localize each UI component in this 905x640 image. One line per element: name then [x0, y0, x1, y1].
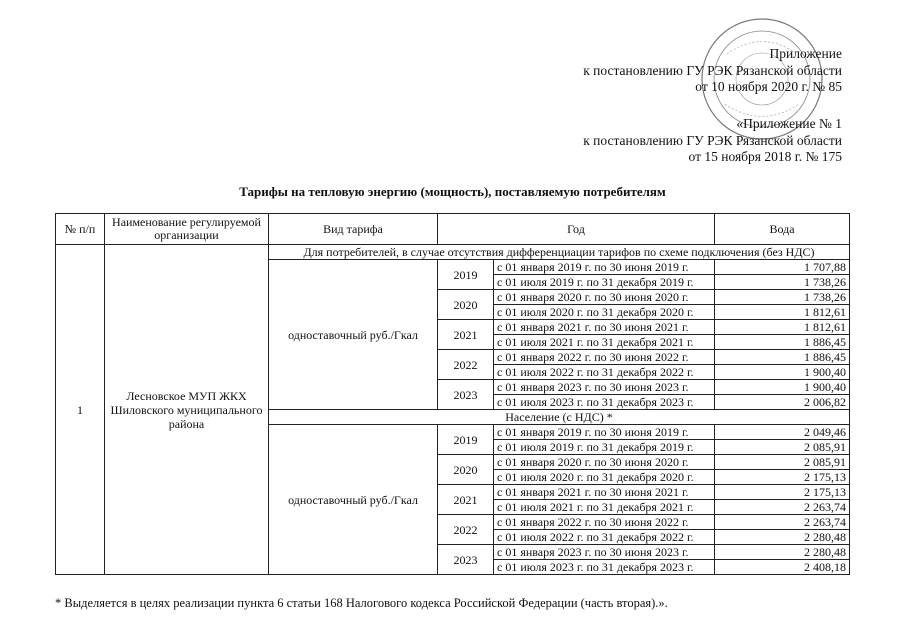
value-cell: 1 738,26 [715, 275, 850, 290]
annex-header-line: «Приложение № 1 [736, 116, 842, 131]
period-cell: с 01 июля 2022 г. по 31 декабря 2022 г. [494, 530, 715, 545]
section-title-row [56, 245, 850, 260]
document-title: Тарифы на тепловую энергию (мощность), поставляемую потребителям [239, 184, 666, 199]
period-cell: с 01 января 2023 г. по 30 июня 2023 г. [494, 380, 715, 395]
value-cell: 2 175,13 [715, 485, 850, 500]
year-cell: 2019 [438, 260, 494, 290]
period-cell: с 01 июля 2021 г. по 31 декабря 2021 г. [494, 335, 715, 350]
table-header-row [56, 214, 850, 245]
value-cell: 2 263,74 [715, 515, 850, 530]
annex-header-line: к постановлению ГУ РЭК Рязанской области [583, 62, 842, 78]
annex-header-line: от 10 ноября 2020 г. № 85 [695, 79, 842, 94]
period-cell: с 01 января 2022 г. по 30 июня 2022 г. [494, 515, 715, 530]
period-cell: с 01 января 2020 г. по 30 июня 2020 г. [494, 455, 715, 470]
period-cell: с 01 июля 2021 г. по 31 декабря 2021 г. [494, 500, 715, 515]
period-cell: с 01 января 2022 г. по 30 июня 2022 г. [494, 350, 715, 365]
value-cell: 1 812,61 [715, 305, 850, 320]
period-cell: с 01 июля 2023 г. по 31 декабря 2023 г. [494, 395, 715, 410]
period-cell: с 01 января 2019 г. по 30 июня 2019 г. [494, 260, 715, 275]
period-cell: с 01 января 2019 г. по 30 июня 2019 г. [494, 425, 715, 440]
header-num: № п/п [56, 214, 105, 245]
period-cell: с 01 июля 2020 г. по 31 декабря 2020 г. [494, 305, 715, 320]
annex-header-line: к постановлению ГУ РЭК Рязанской области [583, 132, 842, 148]
period-cell: с 01 июля 2019 г. по 31 декабря 2019 г. [494, 275, 715, 290]
section-title: Для потребителей, в случае отсутствия дифференциации тарифов по схеме подключения (без НДС) [269, 245, 850, 260]
year-cell: 2021 [438, 485, 494, 515]
period-cell: с 01 января 2020 г. по 30 июня 2020 г. [494, 290, 715, 305]
year-cell: 2021 [438, 320, 494, 350]
value-cell: 1 812,61 [715, 320, 850, 335]
tariff-type: одноставочный руб./Гкал [269, 260, 438, 410]
header-organization: Наименование регулируемой организации [105, 214, 269, 245]
annex-header-line: Приложение [769, 46, 842, 61]
tariff-type: одноставочный руб./Гкал [269, 425, 438, 575]
year-cell: 2022 [438, 350, 494, 380]
year-cell: 2020 [438, 455, 494, 485]
value-cell: 2 408,18 [715, 560, 850, 575]
header-year: Год [438, 214, 715, 245]
period-cell: с 01 января 2021 г. по 30 июня 2021 г. [494, 485, 715, 500]
tariff-table [55, 213, 850, 575]
section-title: Население (с НДС) * [269, 410, 850, 425]
period-cell: с 01 июля 2019 г. по 31 декабря 2019 г. [494, 440, 715, 455]
row-number: 1 [56, 245, 105, 575]
year-cell: 2020 [438, 290, 494, 320]
year-cell: 2023 [438, 545, 494, 575]
value-cell: 1 900,40 [715, 365, 850, 380]
period-cell: с 01 июля 2020 г. по 31 декабря 2020 г. [494, 470, 715, 485]
value-cell: 2 085,91 [715, 440, 850, 455]
header-water: Вода [715, 214, 850, 245]
value-cell: 2 049,46 [715, 425, 850, 440]
period-cell: с 01 июля 2023 г. по 31 декабря 2023 г. [494, 560, 715, 575]
year-cell: 2022 [438, 515, 494, 545]
header-tariff-type: Вид тарифа [269, 214, 438, 245]
annex-original-header [583, 116, 842, 166]
footnote: * Выделяется в целях реализации пункта 6 статьи 168 Налогового кодекса Российской Федерации (часть вторая).». [55, 596, 668, 610]
value-cell: 1 886,45 [715, 350, 850, 365]
organization-name: Лесновское МУП ЖКХ Шиловского муниципального района [105, 245, 269, 575]
value-cell: 1 707,88 [715, 260, 850, 275]
annex-header [583, 46, 842, 96]
value-cell: 2 280,48 [715, 545, 850, 560]
value-cell: 1 900,40 [715, 380, 850, 395]
value-cell: 2 085,91 [715, 455, 850, 470]
value-cell: 2 263,74 [715, 500, 850, 515]
period-cell: с 01 июля 2022 г. по 31 декабря 2022 г. [494, 365, 715, 380]
annex-header-line: от 15 ноября 2018 г. № 175 [688, 149, 842, 164]
value-cell: 1 738,26 [715, 290, 850, 305]
period-cell: с 01 января 2021 г. по 30 июня 2021 г. [494, 320, 715, 335]
value-cell: 2 006,82 [715, 395, 850, 410]
year-cell: 2023 [438, 380, 494, 410]
year-cell: 2019 [438, 425, 494, 455]
value-cell: 2 280,48 [715, 530, 850, 545]
value-cell: 1 886,45 [715, 335, 850, 350]
period-cell: с 01 января 2023 г. по 30 июня 2023 г. [494, 545, 715, 560]
value-cell: 2 175,13 [715, 470, 850, 485]
